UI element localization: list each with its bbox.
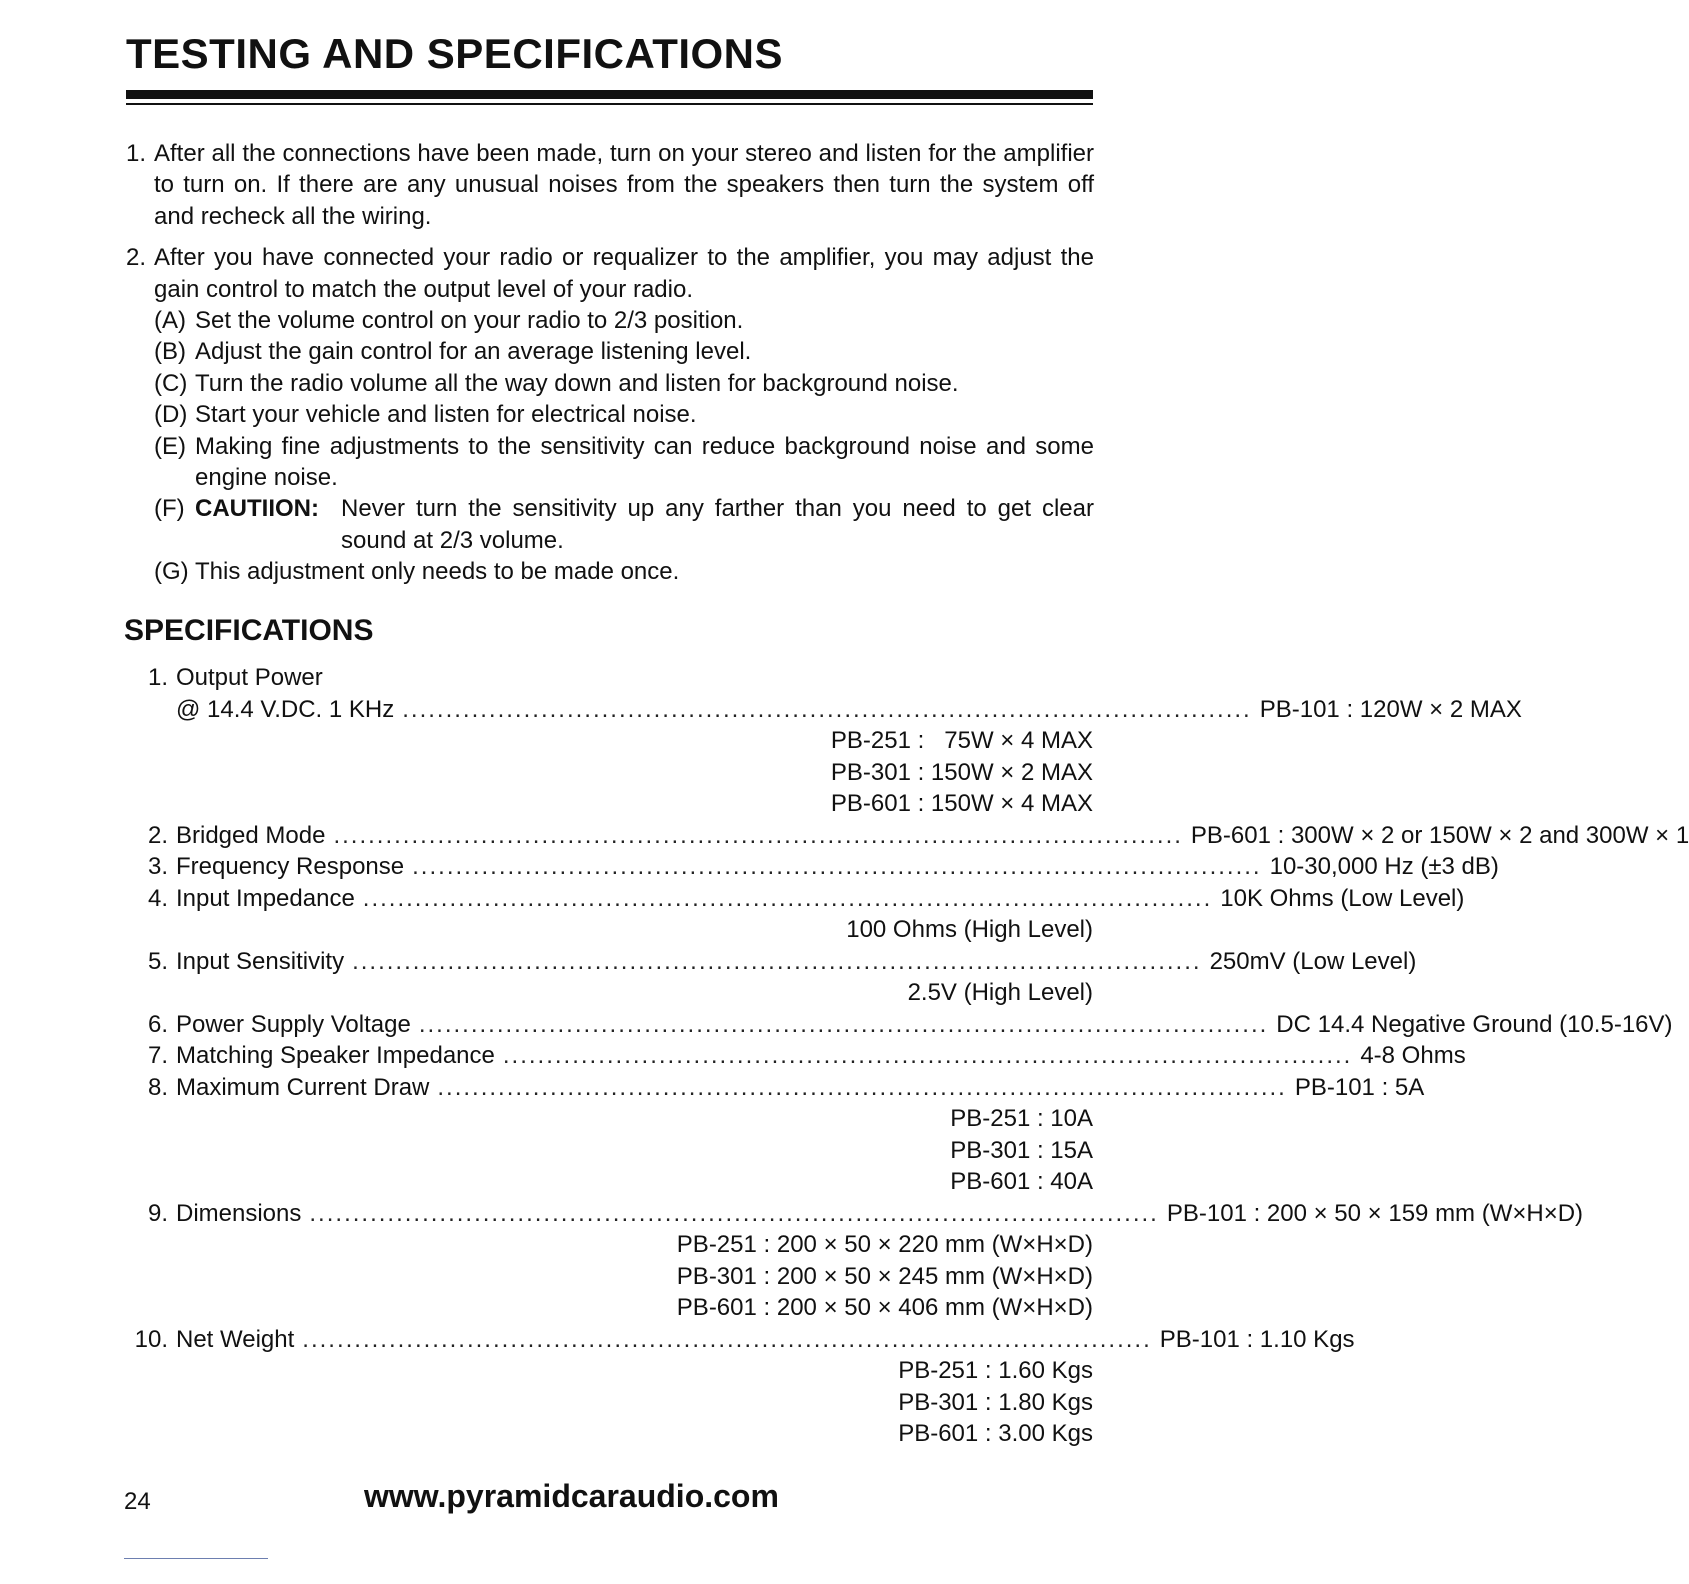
spec-value: PB-101 : 200 × 50 × 159 mm (W×H×D) bbox=[1166, 1199, 1584, 1227]
website-url[interactable]: www.pyramidcaraudio.com bbox=[364, 1478, 779, 1514]
dot-leader: .................................................................................................. bbox=[412, 853, 1262, 880]
spec-row-cont bbox=[126, 1135, 1093, 1167]
spec-number: 3. bbox=[147, 853, 168, 880]
spec-row-input-impedance bbox=[126, 883, 1465, 915]
substep-c bbox=[154, 368, 1094, 399]
substep-letter: (G) bbox=[154, 558, 189, 586]
substep-d bbox=[154, 399, 1094, 430]
substep-text: Never turn the sensitivity up any farther than you need to get clear sound at 2/3 volume. bbox=[341, 495, 1094, 554]
substep-e bbox=[154, 431, 1094, 494]
spec-name: Matching Speaker Impedance bbox=[176, 1042, 495, 1069]
spec-value: PB-101 : 1.10 Kgs bbox=[1159, 1325, 1355, 1353]
spec-number: 6. bbox=[147, 1010, 168, 1038]
spec-number: 5. bbox=[147, 947, 168, 975]
spec-name: Input Impedance bbox=[176, 884, 355, 912]
substep-text: This adjustment only needs to be made once. bbox=[195, 558, 680, 586]
testing-steps bbox=[126, 138, 1094, 598]
step-number: 1. bbox=[126, 140, 147, 167]
spec-value: PB-601 : 200 × 50 × 406 mm (W×H×D) bbox=[676, 1294, 1093, 1321]
substep-letter: (A) bbox=[154, 307, 186, 335]
spec-row-cont bbox=[126, 1229, 1093, 1261]
spec-name: Output Power bbox=[176, 664, 323, 691]
spec-row-bridged-mode bbox=[126, 820, 1689, 852]
dot-leader: .................................................................................................. bbox=[302, 1325, 1152, 1353]
spec-number: 7. bbox=[147, 1042, 168, 1069]
spec-number: 1. bbox=[147, 664, 168, 691]
spec-row-cont bbox=[126, 1261, 1093, 1293]
spec-row-cont bbox=[126, 1387, 1093, 1419]
spec-value: PB-301 : 200 × 50 × 245 mm (W×H×D) bbox=[676, 1262, 1093, 1290]
spec-row-cont bbox=[126, 914, 1093, 946]
step-2 bbox=[126, 242, 1094, 587]
spec-row-cont bbox=[126, 788, 1093, 820]
substep-list bbox=[154, 305, 1094, 588]
spec-value: 2.5V (High Level) bbox=[907, 979, 1093, 1006]
spec-number: 10. bbox=[134, 1325, 168, 1353]
spec-value: PB-251 : 10A bbox=[950, 1105, 1093, 1132]
spec-row-output-power bbox=[126, 662, 1093, 694]
spec-number: 8. bbox=[147, 1073, 168, 1101]
page-title: TESTING AND SPECIFICATIONS bbox=[126, 30, 784, 77]
spec-row-cont bbox=[126, 1355, 1093, 1387]
substep-letter: (C) bbox=[154, 369, 188, 397]
step-1 bbox=[126, 138, 1094, 232]
step-text: After all the connections have been made, turn on your stereo and listen for the amplifier to turn on. If there are any unusual noises from the speakers then turn the system off and recheck all the wiring. bbox=[154, 140, 1094, 230]
substep-f bbox=[154, 493, 1094, 556]
spec-name: Bridged Mode bbox=[176, 821, 326, 849]
spec-value: 10K Ohms (Low Level) bbox=[1220, 884, 1465, 912]
spec-value: 4-8 Ohms bbox=[1360, 1042, 1466, 1069]
substep-letter: (B) bbox=[154, 338, 186, 366]
spec-name: Frequency Response bbox=[176, 853, 405, 880]
spec-name: Maximum Current Draw bbox=[176, 1073, 430, 1101]
spec-value: PB-601 : 3.00 Kgs bbox=[898, 1420, 1093, 1447]
spec-value: 100 Ohms (High Level) bbox=[846, 916, 1093, 943]
substep-text: Start your vehicle and listen for electrical noise. bbox=[195, 401, 697, 429]
spec-number: 4. bbox=[147, 884, 168, 912]
dot-leader: .................................................................................................. bbox=[502, 1042, 1353, 1069]
dot-leader: .................................................................................................. bbox=[418, 1010, 1269, 1038]
spec-row-frequency-response bbox=[126, 851, 1499, 883]
dot-leader: .................................................................................................. bbox=[437, 1073, 1287, 1101]
spec-row-cont bbox=[126, 1292, 1093, 1324]
spec-condition: @ 14.4 V.DC. 1 KHz bbox=[176, 695, 395, 723]
substep-letter: (E) bbox=[154, 432, 186, 460]
spec-name: Dimensions bbox=[176, 1199, 302, 1227]
spec-value: PB-301 : 1.80 Kgs bbox=[898, 1388, 1093, 1416]
title-rule-thin bbox=[126, 103, 1093, 105]
step-number: 2. bbox=[126, 244, 147, 272]
spec-row-output-power-condition bbox=[126, 694, 1522, 726]
substep-letter: (D) bbox=[154, 401, 188, 429]
spec-number: 9. bbox=[147, 1199, 168, 1227]
spec-row-input-sensitivity bbox=[126, 946, 1417, 978]
page-number: 24 bbox=[124, 1488, 151, 1515]
specifications-heading: SPECIFICATIONS bbox=[124, 614, 374, 647]
substep-text: Turn the radio volume all the way down and listen for background noise. bbox=[195, 369, 959, 397]
spec-value: DC 14.4 Negative Ground (10.5-16V) bbox=[1276, 1010, 1673, 1038]
spec-value: PB-601 : 300W × 2 or 150W × 2 and 300W × 1 bbox=[1190, 821, 1689, 849]
substep-g bbox=[154, 556, 1094, 587]
spec-name: Power Supply Voltage bbox=[176, 1010, 411, 1038]
spec-value: PB-251 : 75W × 4 MAX bbox=[830, 727, 1093, 754]
spec-number: 2. bbox=[147, 821, 168, 849]
spec-name: Net Weight bbox=[176, 1325, 295, 1353]
spec-row-cont bbox=[126, 1166, 1093, 1198]
spec-row-cont bbox=[126, 1103, 1093, 1135]
spec-row-cont bbox=[126, 725, 1093, 757]
spec-name: Input Sensitivity bbox=[176, 947, 345, 975]
spec-row-net-weight bbox=[126, 1324, 1355, 1356]
dot-leader: .................................................................................................. bbox=[333, 821, 1183, 849]
spec-row-cont bbox=[126, 977, 1093, 1009]
spec-value: PB-601 : 40A bbox=[950, 1168, 1093, 1195]
spec-value: PB-251 : 1.60 Kgs bbox=[898, 1357, 1093, 1384]
substep-text: Adjust the gain control for an average listening level. bbox=[195, 338, 752, 366]
spec-row-matching-speaker-impedance bbox=[126, 1040, 1466, 1072]
dot-leader: .................................................................................................. bbox=[362, 884, 1213, 912]
spec-value: PB-301 : 150W × 2 MAX bbox=[830, 758, 1093, 786]
spec-row-dimensions bbox=[126, 1198, 1584, 1230]
dot-leader: .................................................................................................. bbox=[309, 1199, 1159, 1227]
spec-value: 10-30,000 Hz (±3 dB) bbox=[1269, 853, 1499, 880]
substep-text: Set the volume control on your radio to 2/3 position. bbox=[195, 307, 744, 335]
spec-row-cont bbox=[126, 757, 1093, 789]
spec-value: 250mV (Low Level) bbox=[1209, 947, 1417, 975]
dot-leader: .................................................................................................. bbox=[402, 695, 1252, 723]
step-text: After you have connected your radio or requalizer to the amplifier, you may adjust the gain control to match the output level of your radio. bbox=[154, 244, 1094, 303]
spec-value: PB-301 : 15A bbox=[950, 1136, 1093, 1164]
spec-row-maximum-current-draw bbox=[126, 1072, 1425, 1104]
spec-row-power-supply-voltage bbox=[126, 1009, 1673, 1041]
spec-value: PB-101 : 120W × 2 MAX bbox=[1259, 695, 1522, 723]
substep-a bbox=[154, 305, 1094, 336]
substep-letter: (F) bbox=[154, 495, 185, 523]
substep-text: Making fine adjustments to the sensitivity can reduce background noise and some engine noise. bbox=[195, 432, 1094, 492]
substep-b bbox=[154, 336, 1094, 367]
spec-value: PB-601 : 150W × 4 MAX bbox=[830, 790, 1093, 817]
dot-leader: .................................................................................................. bbox=[352, 947, 1202, 975]
spec-value: PB-251 : 200 × 50 × 220 mm (W×H×D) bbox=[676, 1231, 1093, 1258]
specifications-list bbox=[126, 662, 1689, 1450]
spec-value: PB-101 : 5A bbox=[1294, 1073, 1425, 1101]
caution-label: CAUTIION: bbox=[195, 495, 319, 523]
bottom-divider bbox=[124, 1558, 268, 1559]
title-rule-thick bbox=[126, 90, 1093, 99]
spec-row-cont bbox=[126, 1418, 1093, 1450]
